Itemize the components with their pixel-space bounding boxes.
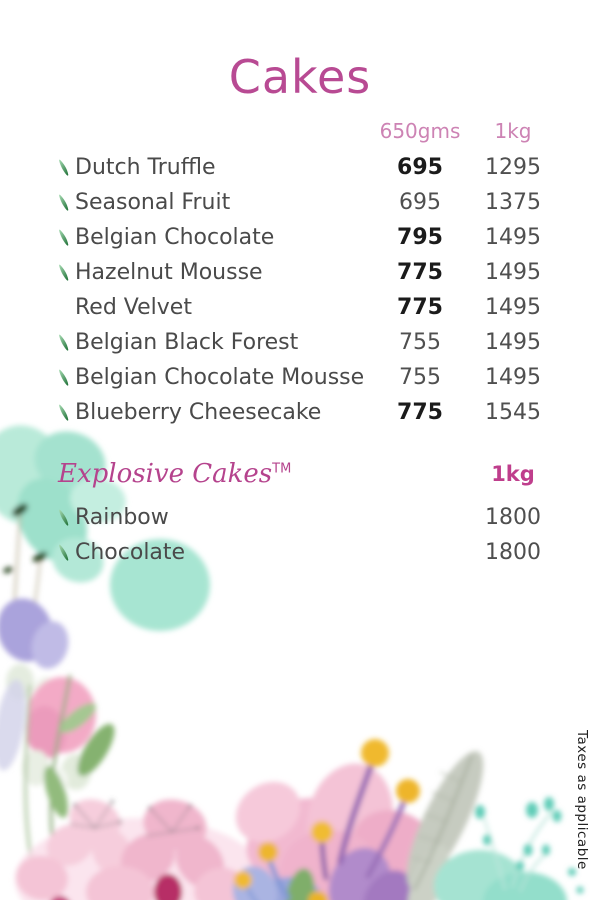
explosive-cakes-header <box>58 456 560 492</box>
item-name: Seasonal Fruit <box>75 190 231 215</box>
leaf-icon <box>58 194 71 212</box>
explosive-cakes-title: Explosive Cakes™ <box>58 459 292 489</box>
price-1kg: 1545 <box>485 400 541 425</box>
column-header-650gms: 650gms <box>379 119 461 143</box>
item-name: Chocolate <box>75 540 186 565</box>
price-650gms: 775 <box>397 400 443 425</box>
item-name: Belgian Chocolate Mousse <box>75 365 365 390</box>
leaf-icon <box>58 264 71 282</box>
leaf-icon <box>58 229 71 247</box>
leaf-icon <box>58 509 71 527</box>
leaf-icon <box>58 369 71 387</box>
leaf-icon <box>58 404 71 422</box>
price-650gms: 755 <box>399 365 441 390</box>
column-header-1kg: 1kg <box>494 119 532 143</box>
menu-item-row <box>58 325 560 360</box>
price-1kg: 1295 <box>485 155 541 180</box>
menu-item-row <box>58 220 560 255</box>
menu-item-row <box>58 500 560 535</box>
menu-item-row <box>58 535 560 570</box>
item-name: Blueberry Cheesecake <box>75 400 322 425</box>
explosive-cakes-list <box>0 500 600 570</box>
cakes-list <box>0 150 600 430</box>
menu-item-row <box>58 395 560 430</box>
leaf-icon <box>58 544 71 562</box>
page-title: Cakes <box>228 50 372 104</box>
price-1kg: 1495 <box>485 330 541 355</box>
leaf-icon <box>58 334 71 352</box>
explosive-column-header-1kg: 1kg <box>491 462 535 486</box>
price-1kg: 1495 <box>485 260 541 285</box>
price-1kg: 1375 <box>485 190 541 215</box>
price-1kg: 1800 <box>485 505 541 530</box>
menu-item-row <box>58 150 560 185</box>
tax-note: Taxes as applicable <box>574 730 590 870</box>
price-1kg: 1495 <box>485 225 541 250</box>
item-name: Rainbow <box>75 505 169 530</box>
price-650gms: 795 <box>397 225 443 250</box>
item-name: Belgian Black Forest <box>75 330 299 355</box>
item-name: Belgian Chocolate <box>75 225 275 250</box>
price-1kg: 1495 <box>485 365 541 390</box>
price-column-headers <box>58 118 560 144</box>
trademark-symbol: TM <box>272 461 292 477</box>
item-name: Dutch Truffle <box>75 155 216 180</box>
menu-item-row <box>58 360 560 395</box>
item-name: Hazelnut Mousse <box>75 260 263 285</box>
item-name: Red Velvet <box>75 295 192 320</box>
price-1kg: 1800 <box>485 540 541 565</box>
price-1kg: 1495 <box>485 295 541 320</box>
price-650gms: 695 <box>399 190 441 215</box>
menu-item-row <box>58 255 560 290</box>
menu-item-row <box>58 185 560 220</box>
price-650gms: 775 <box>397 295 443 320</box>
price-650gms: 695 <box>397 155 443 180</box>
price-650gms: 775 <box>397 260 443 285</box>
leaf-icon <box>58 159 71 177</box>
menu-item-row <box>58 290 560 325</box>
price-650gms: 755 <box>399 330 441 355</box>
